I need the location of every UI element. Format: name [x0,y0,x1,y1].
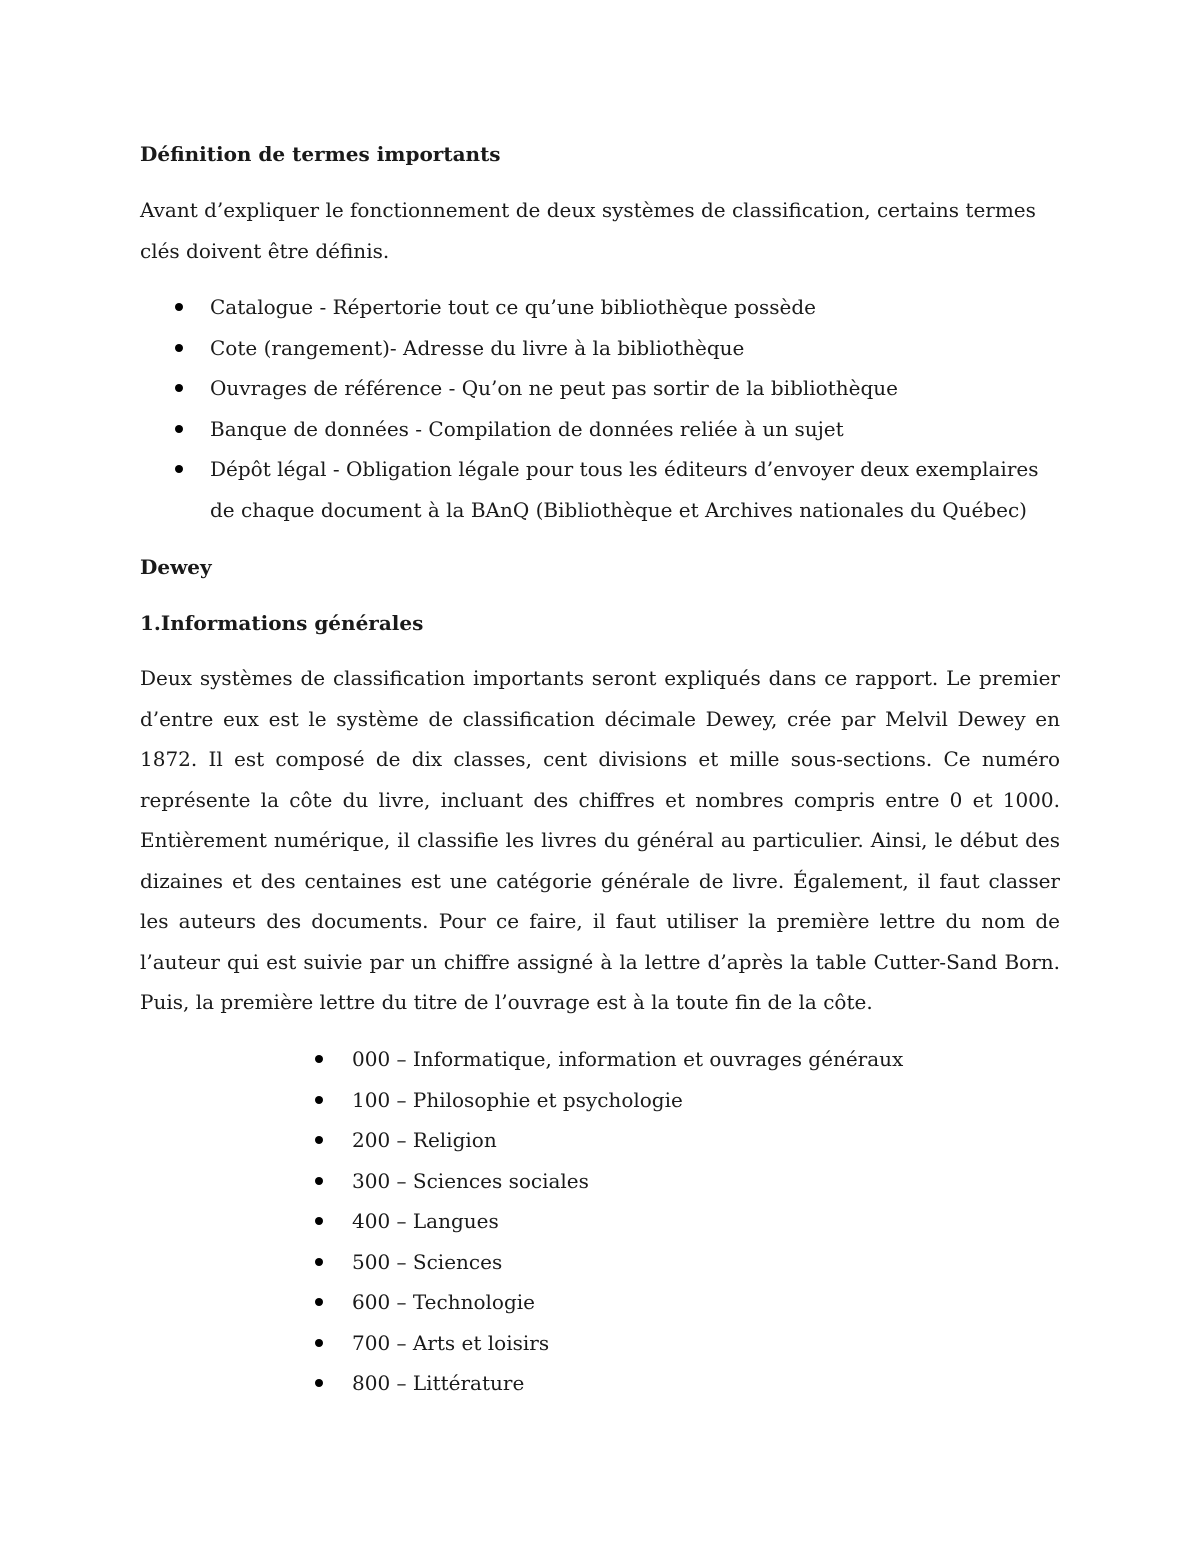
dewey-class-text: 700 – Arts et loisirs [352,1330,550,1355]
definitions-list [175,287,1055,530]
list-item [315,1282,1015,1323]
definition-text: Catalogue - Répertorie tout ce qu’une bibliothèque possède [210,295,816,319]
definition-text: Banque de données - Compilation de données reliée à un sujet [210,416,844,441]
list-item [315,1201,1015,1242]
definition-text: Cote (rangement)- Adresse du livre à la bibliothèque [210,335,745,360]
heading-general-info: 1.Informations générales [140,611,424,635]
bullet-icon [175,465,183,473]
dewey-class-text: 200 – Religion [352,1128,497,1152]
definition-text: Dépôt légal - Obligation légale pour tous les éditeurs d’envoyer deux exemplaires de chaque document à la BAnQ (Bibliothèque et Archives nationales du Québec) [210,457,1039,522]
list-item [315,1363,1015,1404]
list-item [315,1080,1015,1121]
bullet-icon [315,1136,323,1144]
dewey-paragraph: Deux systèmes de classification importants seront expliqués dans ce rapport. Le premier d’entre eux est le système de classification décimale Dewey, crée par Melvil Dewey en 1872. Il est composé de dix classes, cent divisions et mille sous-sections. Ce numéro représente la côte du livre, incluant des chiffres et nombres compris entre 0 et 1000. Entièrement numérique, il classifie les livres du général au particulier. Ainsi, le début des dizaines et des centaines est une catégorie générale de livre. Également, il faut classer les auteurs des documents. Pour ce faire, il faut utiliser la première lettre du nom de l’auteur qui est suivie par un chiffre assigné à la lettre d’après la table Cutter-Sand Born. Puis, la première lettre du titre de l’ouvrage est à la toute fin de la côte. [140,666,1060,1014]
list-item [315,1120,1015,1161]
bullet-icon [175,384,183,392]
list-item [315,1039,1015,1080]
dewey-classes-list [315,1039,1015,1404]
list-item [315,1242,1015,1283]
bullet-icon [175,303,183,311]
list-item [175,449,1055,530]
dewey-class-text: 400 – Langues [352,1209,499,1233]
heading-dewey: Dewey [140,555,212,579]
dewey-class-text: 600 – Technologie [352,1290,535,1314]
bullet-icon [315,1258,323,1266]
bullet-icon [315,1217,323,1225]
dewey-class-text: 800 – Littérature [352,1371,525,1395]
bullet-icon [315,1298,323,1306]
list-item [175,409,1055,450]
list-item [175,368,1055,409]
bullet-icon [315,1379,323,1387]
list-item [315,1323,1015,1364]
dewey-class-text: 300 – Sciences sociales [352,1168,589,1193]
definition-text: Ouvrages de référence - Qu’on ne peut pas sortir de la bibliothèque [210,376,898,400]
bullet-icon [175,344,183,352]
list-item [315,1161,1015,1202]
bullet-icon [315,1096,323,1104]
bullet-icon [315,1177,323,1185]
dewey-class-text: 100 – Philosophie et psychologie [352,1087,683,1112]
dewey-class-text: 500 – Sciences [352,1249,503,1274]
heading-definitions: Définition de termes importants [140,142,501,166]
list-item [175,328,1055,369]
bullet-icon [315,1055,323,1063]
intro-paragraph: Avant d’expliquer le fonctionnement de deux systèmes de classification, certains termes clés doivent être définis. [140,198,1036,263]
bullet-icon [315,1339,323,1347]
bullet-icon [175,425,183,433]
dewey-class-text: 000 – Informatique, information et ouvrages généraux [352,1047,904,1071]
list-item [175,287,1055,328]
